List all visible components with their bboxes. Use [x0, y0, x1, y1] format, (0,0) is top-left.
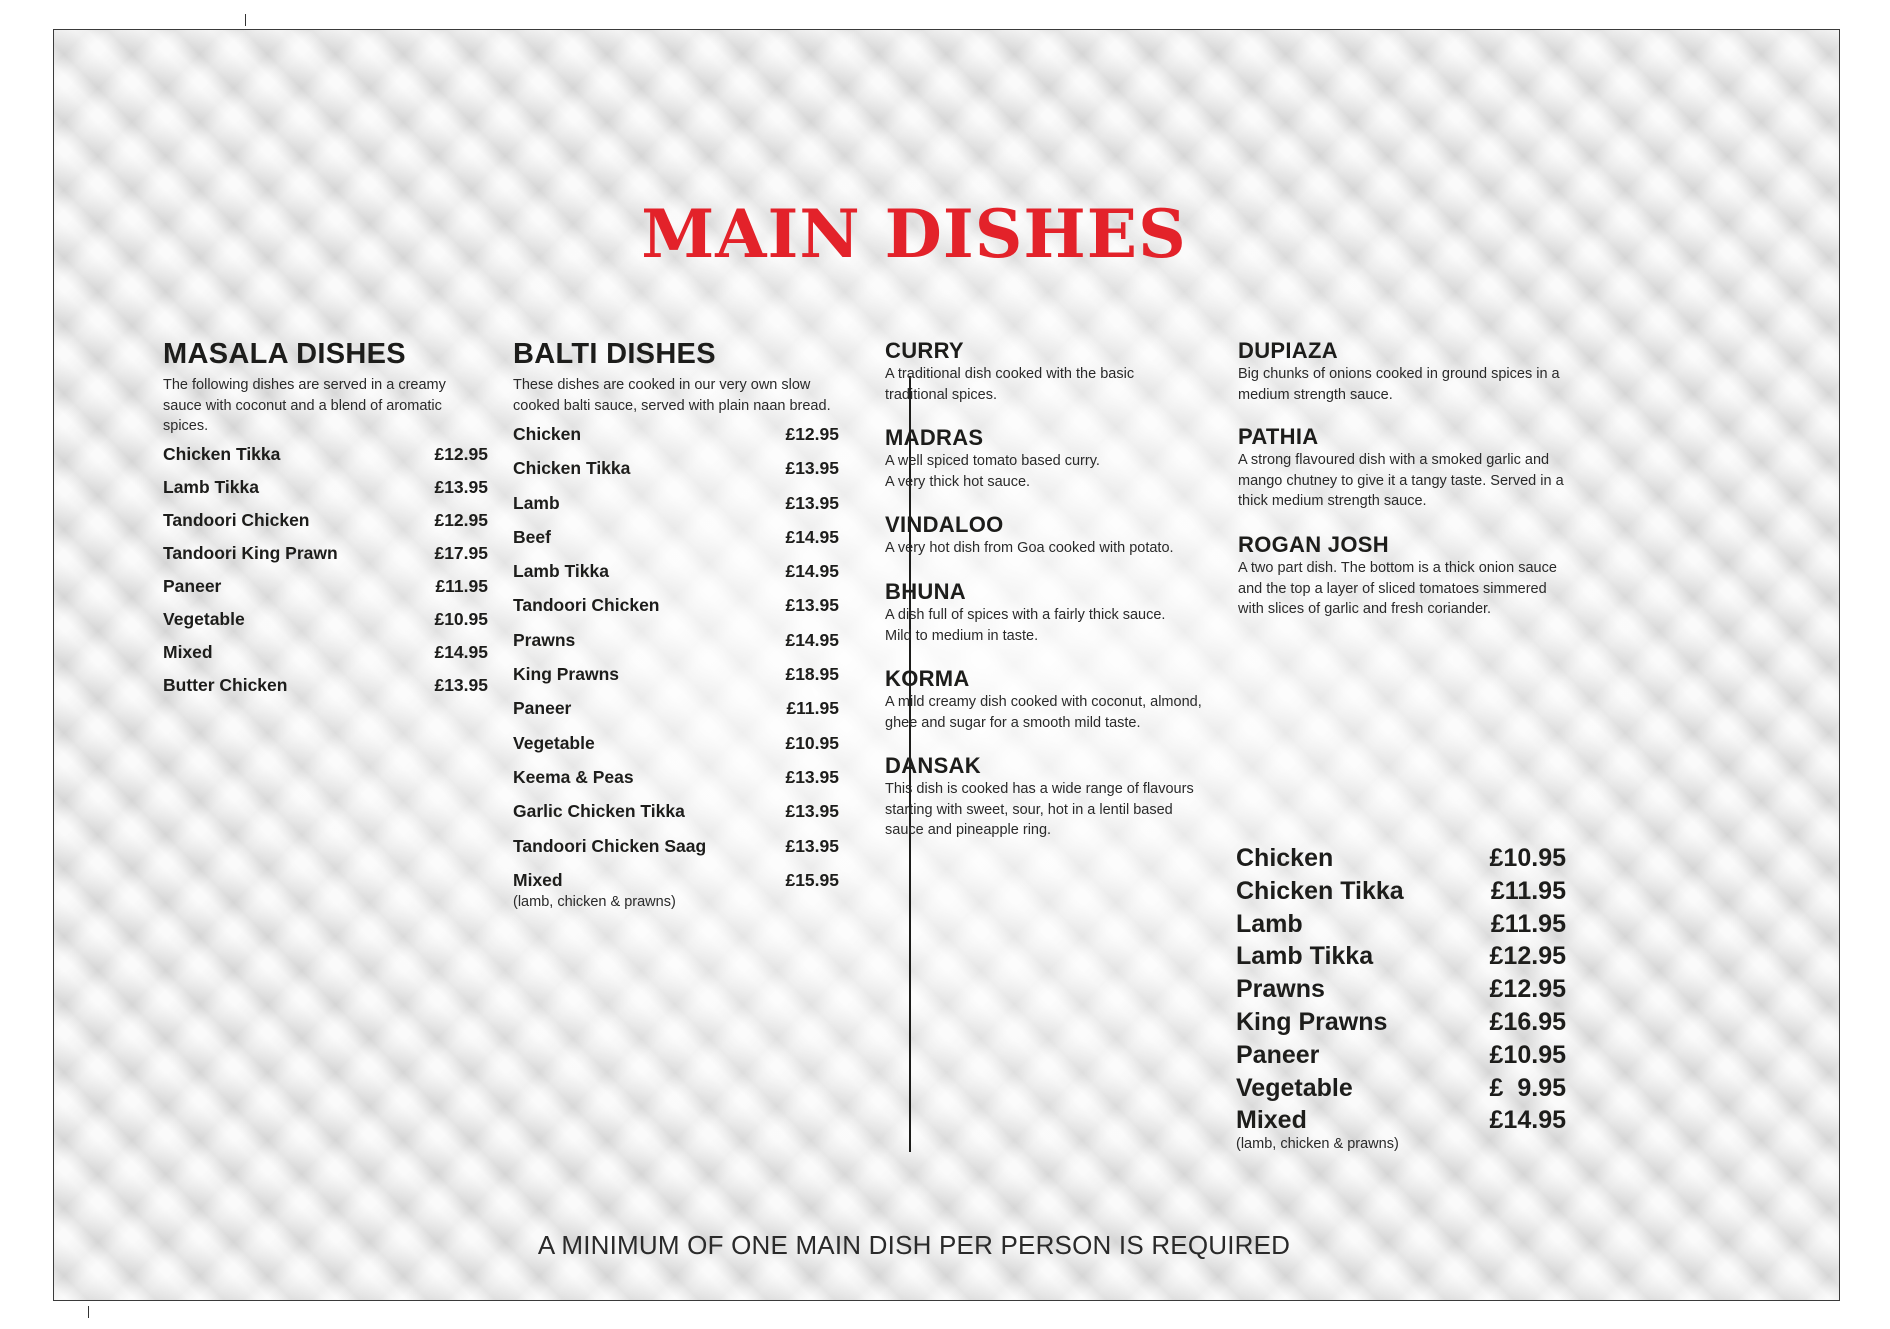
item-name: Chicken Tikka [1236, 876, 1404, 905]
item-price: £16.95 [1489, 1007, 1566, 1036]
item-name: Tandoori Chicken [513, 595, 660, 616]
item-price: £13.95 [785, 492, 839, 513]
item-name: Keema & Peas [513, 766, 634, 787]
curry-description: A mild creamy dish cooked with coconut, almond, ghee and sugar for a smooth mild taste. [885, 694, 1202, 731]
curry-description: A well spiced tomato based curry. A very thick hot sauce. [885, 453, 1100, 490]
curry-description: This dish is cooked has a wide range of flavours starting with sweet, sour, hot in a lentil based sauce and pineapple ring. [885, 781, 1194, 838]
curry-description: Big chunks of onions cooked in ground spices in a medium strength sauce. [1238, 366, 1560, 403]
masala-heading: MASALA DISHES [163, 338, 406, 370]
item-name: Chicken Tikka [513, 458, 631, 479]
item-price: £14.95 [785, 526, 839, 547]
list-item [513, 458, 839, 492]
list-item [513, 424, 839, 458]
item-price: £14.95 [785, 561, 839, 582]
list-item [163, 543, 488, 576]
curry-entry [885, 425, 1230, 512]
list-item [513, 836, 839, 870]
crop-mark-bottom [88, 1306, 89, 1318]
item-price: £10.95 [1489, 1040, 1566, 1069]
list-item [1236, 942, 1566, 975]
curry-name: ROGAN JOSH [1238, 532, 1389, 557]
list-item [513, 870, 839, 894]
item-price: £18.95 [785, 664, 839, 685]
list-item [163, 609, 488, 642]
list-item [163, 576, 488, 609]
item-name: Paneer [1236, 1040, 1320, 1069]
masala-item-list [163, 444, 488, 708]
curry-entry [885, 579, 1230, 666]
item-price: £12.95 [1489, 942, 1566, 971]
list-item [513, 527, 839, 561]
curry-mixed-note: (lamb, chicken & prawns) [1236, 1136, 1399, 1153]
item-price: £12.95 [1489, 975, 1566, 1004]
item-name: King Prawns [513, 664, 619, 685]
crop-mark-top [245, 14, 246, 26]
item-price: £11.95 [1490, 909, 1566, 938]
item-price: £ 9.95 [1489, 1073, 1566, 1102]
item-name: Tandoori King Prawn [163, 542, 338, 563]
curry-name: MADRAS [885, 425, 984, 450]
item-price: £13.95 [785, 835, 839, 856]
item-name: Lamb Tikka [513, 561, 609, 582]
list-item [1236, 975, 1566, 1008]
item-name: Prawns [513, 629, 576, 650]
item-price: £10.95 [434, 608, 488, 629]
balti-section [513, 338, 839, 910]
list-item [513, 733, 839, 767]
list-item [1236, 1074, 1566, 1107]
curry-name: PATHIA [1238, 424, 1319, 449]
item-name: Chicken [1236, 844, 1334, 872]
item-price: £12.95 [785, 424, 839, 444]
balti-description: These dishes are cooked in our very own slow cooked balti sauce, served with plain naan bread. [513, 377, 831, 414]
item-price: £14.95 [785, 629, 839, 650]
item-name: Chicken Tikka [163, 443, 281, 464]
item-name: Lamb [1236, 909, 1303, 938]
curry-description: A traditional dish cooked with the basic traditional spices. [885, 366, 1135, 403]
curry-list-right [1238, 338, 1583, 620]
list-item [163, 675, 488, 708]
item-price: £14.95 [434, 641, 488, 662]
item-name: Lamb Tikka [163, 476, 259, 497]
item-price: £10.95 [785, 732, 839, 753]
curry-entry [885, 666, 1230, 753]
item-name: Vegetable [1236, 1073, 1353, 1102]
list-item [513, 630, 839, 664]
masala-description: The following dishes are served in a creamy sauce with coconut and a blend of aromatic spices. [163, 377, 446, 434]
item-name: Vegetable [163, 608, 245, 629]
curry-name: CURRY [885, 338, 964, 363]
list-item [163, 642, 488, 675]
item-price: £14.95 [1489, 1106, 1566, 1135]
list-item [1236, 910, 1566, 943]
item-name: Chicken [513, 424, 582, 444]
curry-entry [885, 753, 1230, 841]
item-name: Prawns [1236, 975, 1325, 1004]
item-name: Paneer [513, 698, 572, 719]
item-name: Mixed [1236, 1106, 1307, 1135]
curry-description: A strong flavoured dish with a smoked garlic and mango chutney to give it a tangy taste. Served in a thick medium strength sauce. [1238, 452, 1564, 509]
curry-name: DANSAK [885, 753, 981, 778]
list-item [513, 595, 839, 629]
list-item [513, 801, 839, 835]
item-price: £13.95 [434, 674, 488, 695]
item-name: Garlic Chicken Tikka [513, 801, 685, 822]
item-price: £12.95 [434, 443, 488, 464]
list-item [1236, 1106, 1566, 1136]
curry-description: A two part dish. The bottom is a thick onion sauce and the top a layer of sliced tomatoes simmered with slices of garlic and fresh coriander. [1238, 560, 1557, 617]
item-price: £10.95 [1489, 844, 1566, 872]
list-item [163, 510, 488, 543]
list-item [513, 698, 839, 732]
balti-mixed-note: (lamb, chicken & prawns) [513, 893, 676, 910]
curry-name: KORMA [885, 666, 970, 691]
item-price: £11.95 [786, 698, 839, 719]
curry-entry [1238, 424, 1583, 532]
item-price: £11.95 [1490, 876, 1566, 905]
item-name: Beef [513, 526, 551, 547]
item-name: Lamb Tikka [1236, 942, 1374, 971]
item-name: Tandoori Chicken Saag [513, 835, 707, 856]
list-item [513, 493, 839, 527]
curry-entry [885, 512, 1230, 579]
balti-heading: BALTI DISHES [513, 338, 716, 370]
item-price: £11.95 [435, 575, 488, 596]
list-item [163, 444, 488, 477]
list-item [513, 767, 839, 801]
curry-entry [885, 338, 1230, 425]
item-name: Paneer [163, 575, 222, 596]
list-item [513, 664, 839, 698]
item-price: £13.95 [785, 458, 839, 479]
item-name: Vegetable [513, 732, 595, 753]
masala-section [163, 338, 488, 708]
item-price: £17.95 [434, 542, 488, 563]
curry-entry [1238, 338, 1583, 424]
list-item [1236, 1041, 1566, 1074]
curry-name: VINDALOO [885, 512, 1004, 537]
list-item [1236, 1008, 1566, 1041]
item-name: Mixed [513, 869, 563, 890]
curry-name: BHUNA [885, 579, 966, 604]
curry-list-left [885, 338, 1230, 841]
item-name: Lamb [513, 492, 560, 513]
item-name: King Prawns [1236, 1007, 1388, 1036]
curry-description: A very hot dish from Goa cooked with potato. [885, 540, 1174, 556]
item-price: £13.95 [785, 595, 839, 616]
minimum-order-notice: A MINIMUM OF ONE MAIN DISH PER PERSON IS REQUIRED [537, 1230, 1291, 1260]
list-item [1236, 844, 1566, 877]
curry-name: DUPIAZA [1238, 338, 1338, 363]
item-name: Tandoori Chicken [163, 509, 310, 530]
item-price: £13.95 [434, 476, 488, 497]
menu-page [53, 29, 1840, 1301]
page-title: MAIN DISHES [641, 195, 1187, 273]
item-price: £15.95 [785, 869, 839, 890]
list-item [1236, 877, 1566, 910]
list-item [513, 561, 839, 595]
item-name: Mixed [163, 641, 213, 662]
item-price: £13.95 [785, 801, 839, 822]
item-price: £12.95 [434, 509, 488, 530]
curry-price-list [1236, 844, 1566, 1152]
curry-entry [1238, 532, 1583, 620]
item-name: Butter Chicken [163, 674, 288, 695]
balti-item-list [513, 424, 839, 910]
list-item [163, 477, 488, 510]
curry-description: A dish full of spices with a fairly thick sauce. Mild to medium in taste. [885, 607, 1166, 644]
item-price: £13.95 [785, 766, 839, 787]
